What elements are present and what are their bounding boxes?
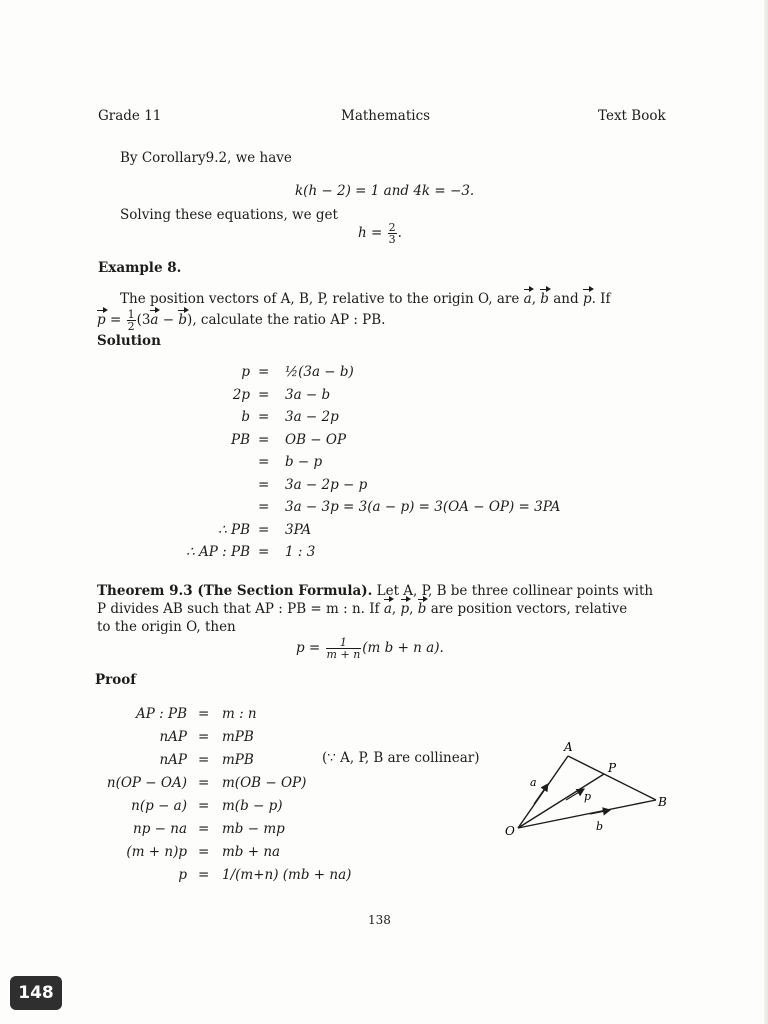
arrow-p: [566, 789, 584, 800]
period: .: [397, 225, 402, 241]
vector-b: b: [417, 601, 427, 617]
theorem-text: P divides AB such that AP : PB = m : n. If: [97, 601, 380, 617]
solution-row-rhs: 3a − b: [285, 386, 331, 403]
solution-row-rhs: ½(3a − b): [285, 364, 354, 380]
h-label: h =: [358, 225, 387, 241]
vector-p: p: [97, 312, 106, 328]
vector-b: b: [178, 312, 188, 328]
proof-title: Proof: [95, 672, 137, 688]
vector-p: p: [582, 291, 592, 307]
theorem-text: Let A, P, B be three collinear points with: [376, 583, 654, 599]
equals: =: [109, 312, 122, 328]
theorem-line-1: [97, 583, 653, 600]
page-badge: 148: [10, 976, 62, 1010]
example-question: ), calculate the ratio AP : PB.: [187, 312, 386, 328]
label-B: B: [658, 795, 667, 809]
half-fraction: [127, 309, 136, 332]
proof-row-equals: =: [198, 798, 210, 814]
paren: (3: [136, 312, 151, 328]
proof-row-equals: =: [198, 821, 210, 837]
fraction-num: 2: [388, 221, 396, 234]
page-number: 138: [368, 913, 391, 927]
proof-row-equals: =: [198, 775, 210, 791]
section-formula-diagram: [500, 738, 700, 842]
solution-row-lhs: p: [241, 364, 250, 380]
proof-row-lhs: n(p − a): [131, 798, 187, 814]
arrow-b: [590, 810, 610, 814]
solution-row-rhs: 3a − 3p = 3(a − p) = 3(OA − OP) = 3PA: [285, 499, 561, 515]
label-a: a: [530, 776, 537, 789]
solution-row-equals: =: [258, 454, 270, 470]
theorem-title: Theorem 9.3 (The Section Formula).: [97, 583, 373, 599]
solution-h: [358, 222, 402, 245]
solution-row-rhs: OB − OP: [285, 431, 347, 448]
solution-row-rhs: 3a − 2p − p: [285, 476, 368, 493]
theorem-line-3: to the origin O, then: [97, 619, 236, 635]
and-word: and: [553, 291, 579, 307]
header-book: Text Book: [598, 108, 666, 124]
solution-row-lhs: b: [241, 409, 250, 425]
example-text-2: [97, 309, 385, 332]
solution-row-equals: =: [258, 364, 270, 380]
label-P: P: [608, 761, 617, 775]
minus: −: [162, 312, 175, 328]
fraction-den: m + n: [326, 648, 361, 661]
proof-row-equals: =: [198, 706, 210, 722]
label-A: A: [564, 740, 573, 754]
fraction-num: 1: [326, 637, 362, 649]
solution-row-lhs: 2p: [232, 386, 250, 403]
proof-row-rhs: 1/(m+n) (mb + na): [222, 867, 352, 883]
proof-row-lhs: nAP: [159, 752, 187, 768]
proof-row-lhs: p: [178, 867, 187, 883]
label-b: b: [596, 820, 604, 833]
solution-row-equals: =: [258, 544, 270, 560]
solution-row-lhs: PB: [230, 431, 250, 448]
solution-row-lhs: ∴ AP : PB: [186, 544, 250, 560]
if-word: . If: [591, 291, 611, 307]
vector-a: a: [150, 312, 159, 328]
proof-row-lhs: AP : PB: [136, 706, 187, 722]
label-p: p: [584, 790, 592, 803]
proof-row-equals: =: [198, 729, 210, 745]
section-formula: [296, 637, 444, 660]
solution-row-equals: =: [258, 431, 270, 448]
solution-row-rhs: 3PA: [285, 521, 312, 538]
vector-a: a: [383, 601, 392, 617]
formula-rhs: (m b + n a).: [362, 640, 444, 656]
vector-b: b: [540, 291, 549, 307]
proof-row-rhs: m(OB − OP): [222, 775, 307, 791]
solution-row-rhs: 3a − 2p: [285, 409, 339, 425]
solution-row-equals: =: [258, 476, 270, 493]
vector-a: a: [523, 291, 532, 307]
proof-row-equals: =: [198, 867, 210, 883]
proof-row-lhs: (m + n)p: [126, 844, 187, 860]
proof-row-rhs: mb − mp: [222, 821, 285, 837]
header-subject: Mathematics: [341, 108, 431, 124]
proof-row-rhs: mPB: [222, 729, 254, 745]
intro-equation: k(h − 2) = 1 and 4k = −3.: [295, 183, 475, 199]
solution-row-equals: =: [258, 499, 270, 515]
proof-row-lhs: nAP: [159, 729, 187, 745]
formula-fraction: [326, 637, 362, 660]
proof-row-rhs: m : n: [222, 706, 257, 722]
intro-line: By Corollary9.2, we have: [120, 150, 292, 166]
fraction-num: 1: [127, 308, 135, 321]
theorem-text: are position vectors, relative: [430, 601, 628, 617]
fraction-den: 3: [388, 233, 396, 246]
theorem-line-2: P divides AB such that AP : PB = m : n. If a, p, b are position vectors, relative: [97, 601, 628, 617]
collinear-note: (∵ A, P, B are collinear): [322, 750, 480, 766]
proof-row-lhs: n(OP − OA): [106, 775, 187, 791]
solution-row-lhs: ∴ PB: [218, 521, 250, 538]
solution-row-equals: =: [258, 521, 270, 538]
solution-row-rhs: 1 : 3: [285, 544, 316, 560]
solution-row-equals: =: [258, 409, 270, 425]
example-title: Example 8.: [98, 260, 182, 276]
vector-p: p: [400, 601, 410, 617]
proof-row-equals: =: [198, 752, 210, 768]
example-sentence: The position vectors of A, B, P, relative to the origin O, are: [120, 291, 520, 307]
intro-line-2: Solving these equations, we get: [120, 207, 338, 223]
formula-lhs: p =: [296, 640, 321, 656]
solution-row-rhs: b − p: [285, 454, 323, 470]
example-text-1: The position vectors of A, B, P, relative to the origin O, are a, b and p. If: [120, 291, 611, 307]
solution-title: Solution: [97, 333, 161, 349]
solution-row-equals: =: [258, 386, 270, 403]
proof-row-equals: =: [198, 844, 210, 860]
proof-row-rhs: mPB: [222, 752, 254, 768]
proof-row-rhs: mb + na: [222, 844, 281, 860]
fraction-den: 2: [127, 320, 135, 333]
page-edge: [764, 0, 768, 1024]
fraction: [388, 222, 397, 245]
label-O: O: [505, 824, 515, 838]
proof-row-lhs: np − na: [133, 821, 187, 837]
proof-row-rhs: m(b − p): [222, 798, 283, 814]
edge-ob: [518, 800, 656, 828]
header-grade: Grade 11: [98, 108, 162, 124]
